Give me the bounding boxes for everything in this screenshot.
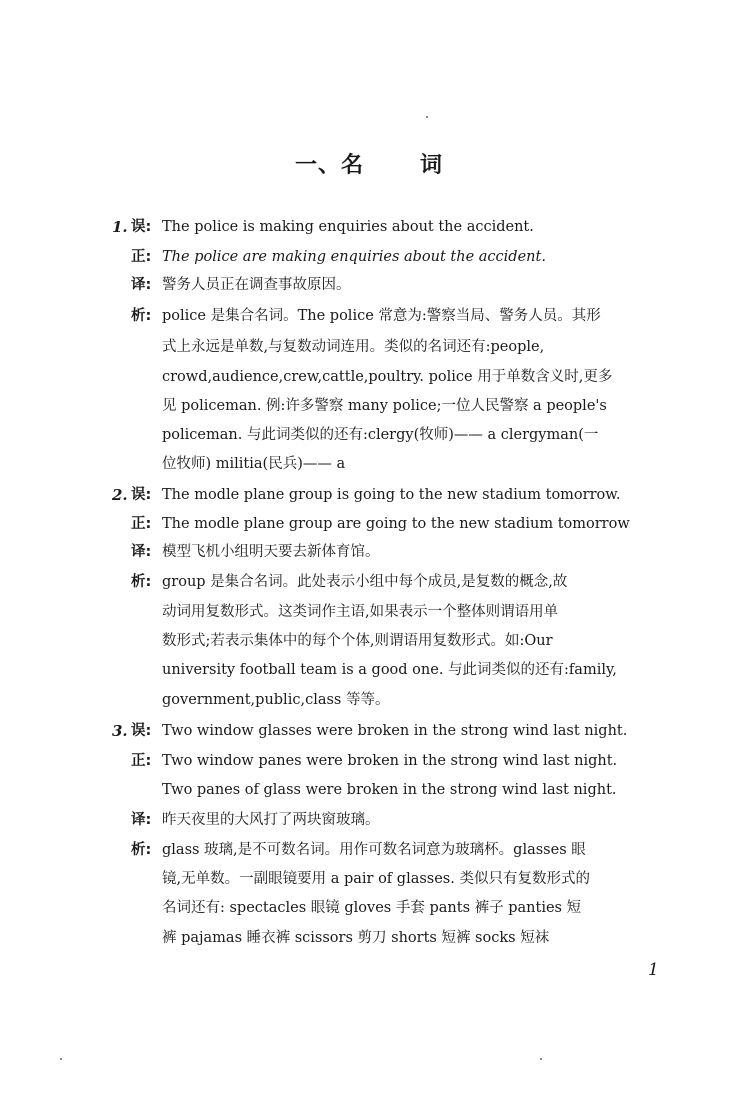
label-colon: : [145, 516, 152, 532]
translation-label [131, 538, 151, 566]
correct-label [131, 747, 151, 775]
label-colon: : [145, 277, 152, 293]
label-colon: : [145, 753, 152, 769]
translation-label [131, 271, 151, 299]
scan-speck [426, 116, 428, 118]
analysis-line: glass 玻璃,是不可数名词。用作可数名词意为玻璃杯。glasses 眼 [162, 842, 586, 858]
label-colon: : [145, 842, 152, 858]
page-title [0, 148, 738, 179]
entry-correct-row [0, 510, 738, 538]
analysis-line: 镜,无单数。一副眼镜要用 a pair of glasses. 类似只有复数形式的 [162, 871, 590, 887]
scan-speck [540, 1058, 542, 1060]
correct-sentence: Two window panes were broken in the strong wind last night. [162, 753, 618, 769]
analysis-line: 动词用复数形式。这类词作主语,如果表示一个整体则谓语用单 [162, 604, 559, 620]
translation-label-text: 译 [131, 277, 146, 293]
translation-text: 警务人员正在调查事故原因。 [162, 277, 351, 293]
correct-sentence: Two panes of glass were broken in the strong wind last night. [162, 782, 617, 798]
correct-label [131, 510, 151, 538]
label-colon: : [145, 249, 152, 265]
analysis-label-text: 析 [131, 574, 146, 590]
entry-translation-row [0, 271, 738, 299]
label-colon: : [145, 812, 152, 828]
entry-number: 1. [112, 218, 128, 236]
entry-wrong-row [0, 213, 738, 241]
entry-number: 3. [112, 722, 128, 740]
entry-number: 2. [112, 486, 128, 504]
entry-translation-row [0, 538, 738, 566]
label-colon: : [145, 487, 152, 503]
label-colon: : [145, 574, 152, 590]
correct-label-text: 正 [131, 249, 146, 265]
translation-label-text: 译 [131, 812, 146, 828]
correct-sentence: The police are making enquiries about the accident. [162, 249, 546, 265]
analysis-line: university football team is a good one. 与此词类似的还有:family, [162, 662, 617, 678]
analysis-line: 见 policeman. 例:许多警察 many police;一位人民警察 a people's [162, 398, 607, 414]
label-colon: : [145, 308, 152, 324]
analysis-label [131, 836, 151, 864]
correct-label-text: 正 [131, 516, 146, 532]
translation-text: 模型飞机小组明天要去新体育馆。 [162, 544, 380, 560]
analysis-line: 式上永远是单数,与复数动词连用。类似的名词还有:people, [162, 339, 545, 355]
analysis-line: 裤 pajamas 睡衣裤 scissors 剪刀 shorts 短裤 socks 短袜 [162, 930, 550, 946]
analysis-line: 名词还有: spectacles 眼镜 gloves 手套 pants 裤子 panties 短 [162, 900, 582, 916]
translation-label [131, 806, 151, 834]
wrong-sentence: The modle plane group is going to the new stadium tomorrow. [162, 487, 621, 503]
scan-speck [60, 1058, 62, 1060]
analysis-label [131, 302, 151, 330]
correct-sentence: The modle plane group are going to the new stadium tomorrow [162, 516, 630, 532]
wrong-label [131, 717, 151, 745]
correct-label [131, 243, 151, 271]
entry-wrong-row [0, 481, 738, 509]
wrong-label-text: 误 [131, 723, 146, 739]
analysis-line: police 是集合名词。The police 常意为:警察当局、警务人员。其形 [162, 308, 601, 324]
analysis-label [131, 568, 151, 596]
analysis-label-text: 析 [131, 308, 146, 324]
entry-correct-row [0, 747, 738, 775]
wrong-label-text: 误 [131, 219, 146, 235]
wrong-sentence: The police is making enquiries about the accident. [162, 219, 534, 235]
label-colon: : [145, 723, 152, 739]
entry-analysis-row [0, 568, 738, 596]
label-colon: : [145, 544, 152, 560]
analysis-line: government,public,class 等等。 [162, 692, 390, 708]
entry-correct-row [0, 243, 738, 271]
entry-analysis-row [0, 836, 738, 864]
entry-analysis-row [0, 302, 738, 330]
entry-translation-row [0, 806, 738, 834]
wrong-sentence: Two window glasses were broken in the strong wind last night. [162, 723, 628, 739]
analysis-label-text: 析 [131, 842, 146, 858]
title-part2: 词 [420, 153, 444, 178]
entry-wrong-row [0, 717, 738, 745]
page-number: 1 [648, 960, 659, 980]
title-part1: 一、名 [294, 153, 364, 178]
analysis-line: policeman. 与此词类似的还有:clergy(牧师)—— a clergyman(一 [162, 427, 599, 443]
analysis-line: 位牧师) militia(民兵)—— a [162, 456, 346, 472]
analysis-line: 数形式;若表示集体中的每个个体,则谓语用复数形式。如:Our [162, 633, 553, 649]
label-colon: : [145, 219, 152, 235]
analysis-line: group 是集合名词。此处表示小组中每个成员,是复数的概念,故 [162, 574, 568, 590]
translation-label-text: 译 [131, 544, 146, 560]
wrong-label [131, 213, 151, 241]
wrong-label-text: 误 [131, 487, 146, 503]
analysis-line: crowd,audience,crew,cattle,poultry. police 用于单数含义时,更多 [162, 369, 613, 385]
correct-label-text: 正 [131, 753, 146, 769]
translation-text: 昨天夜里的大风打了两块窗玻璃。 [162, 812, 380, 828]
wrong-label [131, 481, 151, 509]
